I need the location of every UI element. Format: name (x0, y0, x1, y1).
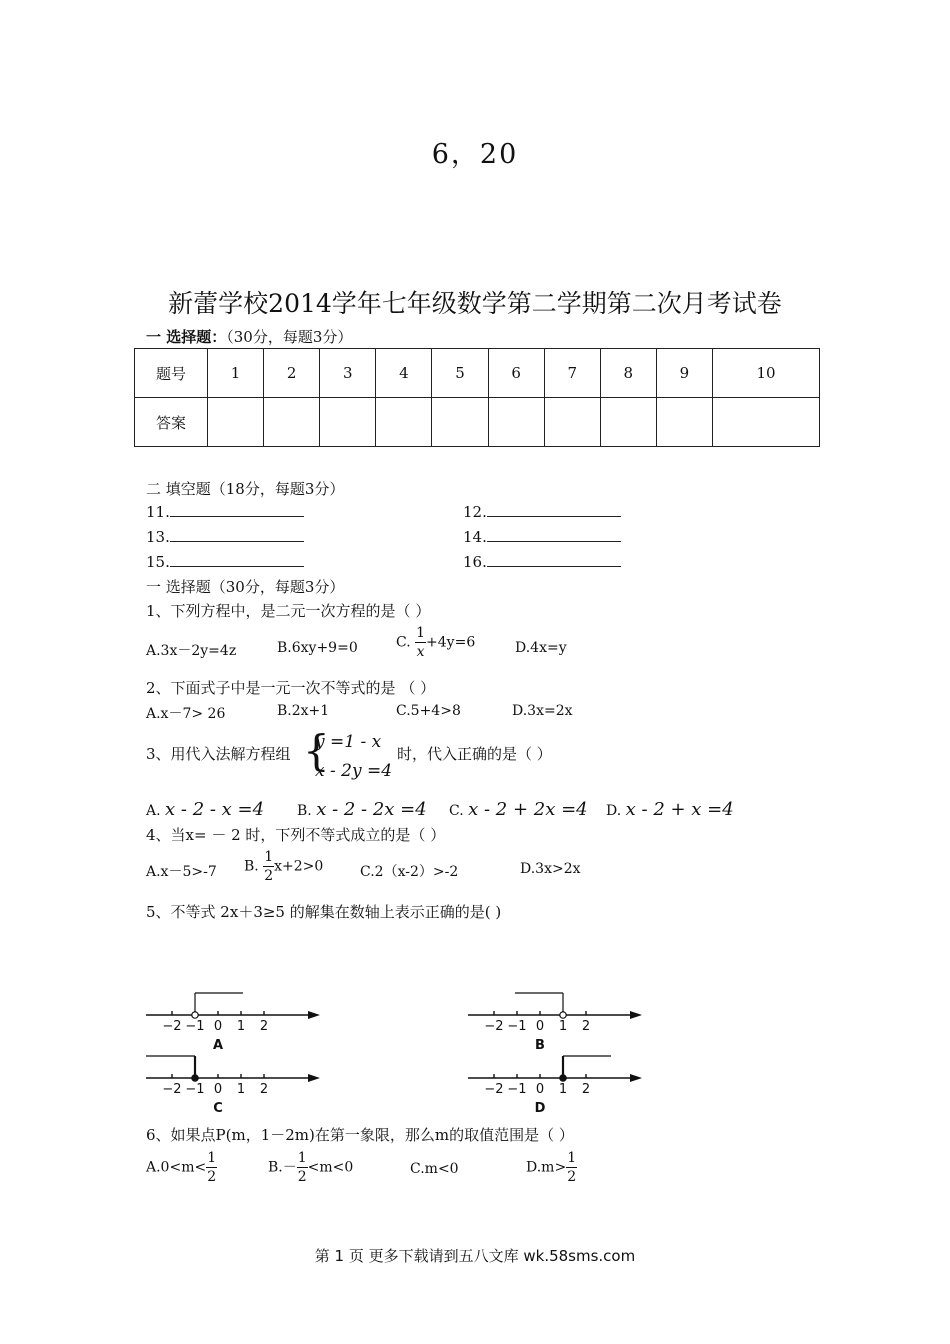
system-equation-2: x - 2y =4 (315, 761, 393, 781)
arrow-icon (630, 1074, 642, 1082)
question-number-cell: 10 (712, 349, 819, 398)
tick-label: 0 (213, 1082, 223, 1097)
q1-c-label: C. (396, 634, 411, 651)
q6-b-rest: <m<0 (307, 1159, 354, 1176)
number-line-A[interactable] (146, 993, 320, 1053)
tick-label: 2 (581, 1082, 591, 1097)
tick-label: −2 (484, 1019, 504, 1034)
fraction (263, 850, 274, 883)
q2-option-c: C.5+4>8 (396, 703, 461, 719)
number-line-D[interactable] (468, 1056, 642, 1115)
question-number-cell: 7 (544, 349, 600, 398)
question-number-cell: 1 (208, 349, 264, 398)
fraction (297, 1151, 308, 1184)
question-number-cell: 9 (656, 349, 712, 398)
question-number-cell: 3 (320, 349, 376, 398)
q6-option-b (268, 1151, 353, 1184)
q1-option-c (396, 626, 475, 659)
tick-label: −1 (507, 1019, 527, 1034)
q4-b-label: B. (244, 858, 259, 875)
answer-cell[interactable] (432, 398, 488, 447)
fill-blank[interactable] (170, 527, 304, 542)
tick-label: 1 (236, 1082, 246, 1097)
q2-option-b: B.2x+1 (277, 703, 330, 719)
q6-a-label: A.0<m< (146, 1159, 207, 1176)
fill-blank[interactable] (487, 502, 621, 517)
answer-cell[interactable] (488, 398, 544, 447)
question-number-cell: 2 (264, 349, 320, 398)
section1-header (146, 326, 352, 347)
tick-label: −1 (185, 1082, 205, 1097)
fill-item-13 (146, 527, 304, 546)
q6-option-a (146, 1151, 217, 1184)
fill-label: 15. (146, 553, 170, 571)
question-number-cell: 8 (600, 349, 656, 398)
frac-num: 1 (416, 625, 426, 641)
question-4: 4、当x= － 2 时，下列不等式成立的是（ ） (146, 826, 446, 844)
q3-d-expr: x - 2 + x =4 (625, 799, 734, 820)
fill-blank[interactable] (487, 552, 621, 567)
frac-num: 1 (207, 1150, 217, 1166)
fill-label: 16. (463, 553, 487, 571)
answer-cell[interactable] (264, 398, 320, 447)
tick-label: 1 (558, 1082, 568, 1097)
question-2: 2、下面式子中是一元一次不等式的是 （ ） (146, 679, 436, 697)
q4-option-a: A.x－5>-7 (146, 864, 217, 880)
tick-label: 0 (535, 1019, 545, 1034)
fill-blank[interactable] (170, 502, 304, 517)
q3-b-label: B. (297, 803, 312, 819)
q6-option-d (526, 1151, 577, 1184)
answer-cell[interactable] (544, 398, 600, 447)
tick-label: 0 (535, 1082, 545, 1097)
question-number-cell: 6 (488, 349, 544, 398)
q4-option-c: C.2（x-2）>-2 (360, 864, 459, 880)
page-footer: 第 1 页 更多下载请到五八文库 wk.58sms.com (314, 1247, 636, 1265)
tick-label: 0 (213, 1019, 223, 1034)
fraction (415, 626, 426, 659)
tick-label: −1 (507, 1082, 527, 1097)
fill-label: 14. (463, 528, 487, 546)
q4-option-b (244, 850, 323, 883)
frac-den: 2 (567, 1169, 577, 1185)
question-3-suffix: 时，代入正确的是（ ） (397, 745, 552, 763)
frac-den: 2 (264, 868, 274, 884)
question-1: 1、下列方程中，是二元一次方程的是（ ） (146, 602, 431, 620)
tick-label: 2 (259, 1082, 269, 1097)
section1-repeat-header: 一 选择题（30分，每题3分） (146, 578, 345, 596)
arrow-icon (308, 1074, 320, 1082)
q3-c-expr: x - 2 + 2x =4 (468, 799, 588, 820)
q3-a-label: A. (146, 803, 161, 819)
question-number-cell: 4 (376, 349, 432, 398)
open-dot (560, 1012, 566, 1018)
frac-den: 2 (297, 1169, 307, 1185)
section1-note: （30分，每题3分） (226, 328, 353, 346)
option-label: B (535, 1038, 545, 1053)
number-line-figure (140, 985, 660, 1115)
answer-table-answer-row (135, 398, 820, 447)
system-equation-1: y =1 - x (315, 732, 382, 752)
fill-item-11 (146, 502, 304, 521)
fill-item-12 (463, 502, 621, 521)
fraction (206, 1151, 217, 1184)
closed-dot (560, 1075, 566, 1081)
answer-cell[interactable] (320, 398, 376, 447)
q1-c-rest: +4y=6 (426, 634, 476, 651)
frac-num: 1 (297, 1150, 307, 1166)
tick-label: 1 (558, 1019, 568, 1034)
row-label-answer: 答案 (135, 398, 208, 447)
frac-den: 2 (207, 1169, 217, 1185)
tick-label: 1 (236, 1019, 246, 1034)
frac-num: 1 (264, 849, 274, 865)
tick-label: −2 (484, 1082, 504, 1097)
section1-label: 一 选择题： (146, 328, 227, 346)
answer-table-number-row (135, 349, 820, 398)
option-label: A (212, 1038, 224, 1053)
fill-label: 12. (463, 503, 487, 521)
brace-icon: { (303, 726, 330, 775)
arrow-icon (308, 1011, 320, 1019)
q4-option-d: D.3x>2x (520, 861, 581, 877)
answer-cell[interactable] (600, 398, 656, 447)
tick-label: −2 (162, 1082, 182, 1097)
answer-table (134, 348, 820, 447)
q6-option-c: C.m<0 (410, 1161, 459, 1177)
exam-title: 新蕾学校2014学年七年级数学第二学期第二次月考试卷 (168, 289, 782, 318)
fill-item-14 (463, 527, 621, 546)
number-line-B[interactable] (468, 993, 642, 1053)
arrow-icon (630, 1011, 642, 1019)
answer-cell[interactable] (656, 398, 712, 447)
frac-den: x (416, 644, 425, 660)
fill-blank[interactable] (170, 552, 304, 567)
q4-b-rest: x+2>0 (274, 858, 324, 875)
q6-b-label: B.－ (268, 1159, 297, 1176)
question-3-prefix: 3、用代入法解方程组 (146, 745, 291, 763)
q6-d-label: D.m> (526, 1159, 567, 1176)
frac-num: 1 (567, 1150, 577, 1166)
q3-option-d (606, 799, 734, 820)
q3-a-expr: x - 2 - x =4 (165, 799, 265, 820)
tick-label: −2 (162, 1019, 182, 1034)
fill-item-16 (463, 552, 621, 571)
tick-label: 2 (259, 1019, 269, 1034)
closed-dot (192, 1075, 198, 1081)
q1-option-d: D.4x=y (515, 640, 567, 656)
tick-label: 2 (581, 1019, 591, 1034)
q3-option-c (449, 799, 588, 820)
fill-item-15 (146, 552, 304, 571)
q3-b-expr: x - 2 - 2x =4 (316, 799, 427, 820)
q1-option-b: B.6xy+9=0 (277, 640, 358, 656)
option-label: D (534, 1101, 546, 1115)
q2-option-a: A.x－7> 26 (146, 706, 226, 722)
q1-option-a: A.3x－2y=4z (146, 643, 237, 659)
answer-cell[interactable] (376, 398, 432, 447)
question-number-cell: 5 (432, 349, 488, 398)
option-label: C (213, 1101, 223, 1115)
question-6: 6、如果点P(m，1－2m)在第一象限，那么m的取值范围是（ ） (146, 1126, 574, 1144)
header-number: 6，20 (431, 139, 519, 170)
q3-c-label: C. (449, 803, 464, 819)
number-line-C[interactable] (146, 1056, 320, 1115)
open-dot (192, 1012, 198, 1018)
answer-cell[interactable] (208, 398, 264, 447)
question-5: 5、不等式 2x＋3≥5 的解集在数轴上表示正确的是( ) (146, 903, 502, 921)
section2-header: 二 填空题（18分，每题3分） (146, 480, 345, 498)
q3-d-label: D. (606, 803, 622, 819)
fraction (566, 1151, 577, 1184)
fill-blank[interactable] (487, 527, 621, 542)
q3-option-b (297, 799, 427, 820)
q2-option-d: D.3x=2x (512, 703, 573, 719)
fill-label: 11. (146, 503, 170, 521)
tick-label: −1 (185, 1019, 205, 1034)
answer-cell[interactable] (712, 398, 819, 447)
fill-label: 13. (146, 528, 170, 546)
row-label-question: 题号 (135, 349, 208, 398)
q3-option-a (146, 799, 264, 820)
